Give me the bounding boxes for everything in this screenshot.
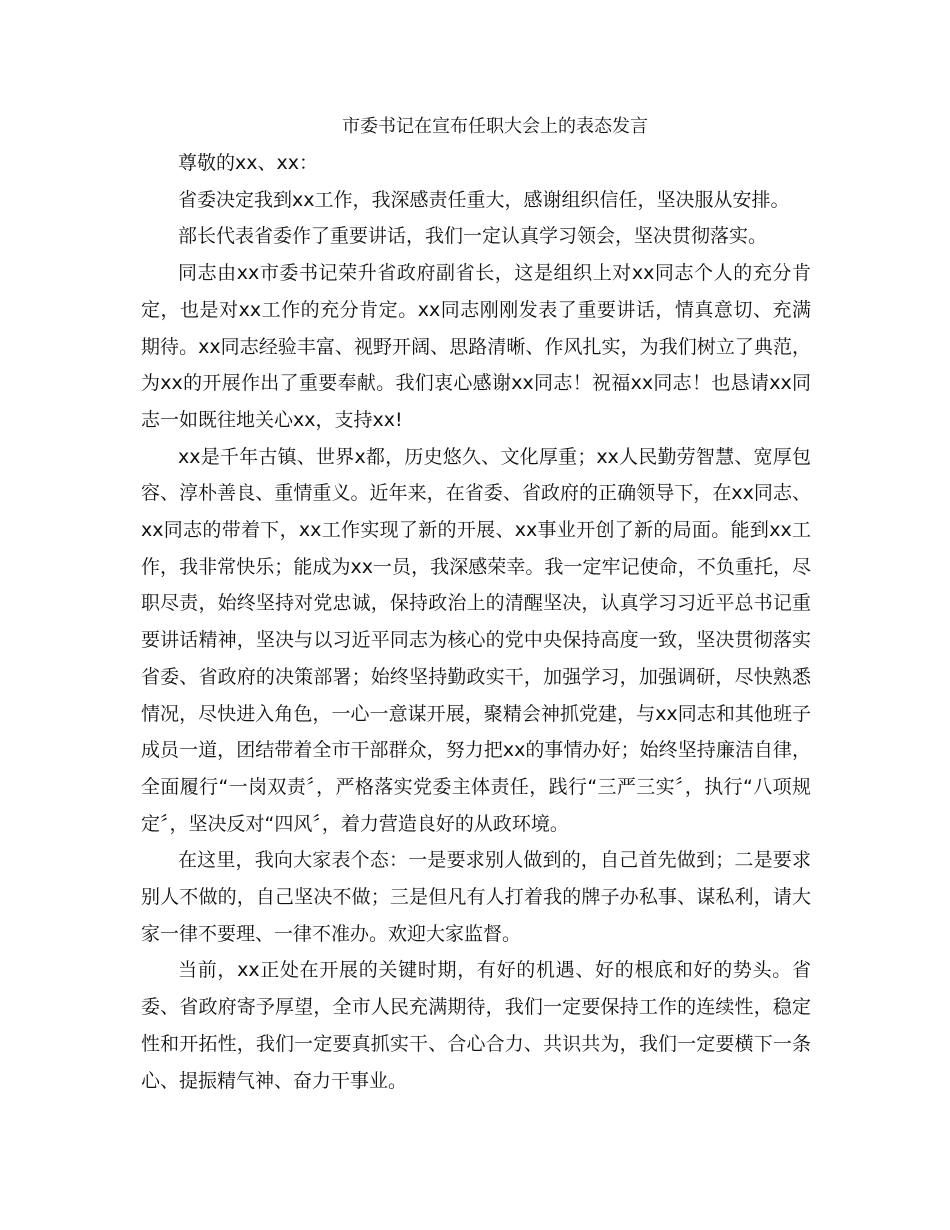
paragraph: 部长代表省委作了重要讲话，我们一定认真学习领会，坚决贯彻落实。 <box>178 225 768 248</box>
paragraph: xx是千年古镇、世界x都，历史悠久、文化厚重；xx人民勤劳智慧、宽厚包容、淳朴善良、重情重义。近年来，在省委、省政府的正确领导下，在xx同志、xx同志的带着下，xx工作实现了新的开展、xx事业开创了新的局面。能到xx工作，我非常快乐；能成为xx一员，我深感荣幸。我一定牢记使命，不负重托，尽职尽责，始终坚持对党忠诚，保持政治上的清醒坚决，认真学习习近平总书记重要讲话精神，坚决与以习近平同志为核心的党中央保持高度一致，坚决贯彻落实省委、省政府的决策部署；始终坚持勤政实干，加强学习，加强调研，尽快熟悉情况，尽快进入角色，一心一意谋开展，聚精会神抓党建，与xx同志和其他班子成员一道，团结带着全市干部群众，努力把xx的事情办好；始终坚持廉洁自律，全面履行“一岗双责〞，严格落实党委主体责任，践行“三严三实〞，执行“八项规定〞，坚决反对“四风〞，着力营造良好的从政环境。 <box>141 445 811 835</box>
document-body <box>141 145 811 1099</box>
paragraph: 在这里，我向大家表个态：一是要求别人做到的，自己首先做到；二是要求别人不做的，自己坚决不做；三是但凡有人打着我的牌子办私事、谋私利，请大家一律不要理、一律不准办。欢迎大家监督。 <box>141 849 811 945</box>
paragraph: 省委决定我到xx工作，我深感责任重大，感谢组织信任，坚决服从安排。 <box>178 188 790 211</box>
paragraph: 当前，xx正处在开展的关键时期，有好的机遇、好的根底和好的势头。省委、省政府寄予厚望，全市人民充满期待，我们一定要保持工作的连续性，稳定性和开拓性，我们一定要真抓实干、合心合力、共识共为，我们一定要横下一条心、提振精气神、奋力干事业。 <box>141 959 811 1092</box>
document-title: 市委书记在宣布任职大会上的表态发言 <box>342 116 648 137</box>
salutation: 尊敬的xx、xx： <box>178 152 318 174</box>
paragraph: 同志由xx市委书记荣升省政府副省长，这是组织上对xx同志个人的充分肯定，也是对xx工作的充分肯定。xx同志刚刚发表了重要讲话，情真意切、充满期待。xx同志经验丰富、视野开阔、思路清晰、作风扎实，为我们树立了典范，为xx的开展作出了重要奉献。我们衷心感谢xx同志！祝福xx同志！也恳请xx同志一如既往地关心xx，支持xx! <box>141 262 811 431</box>
